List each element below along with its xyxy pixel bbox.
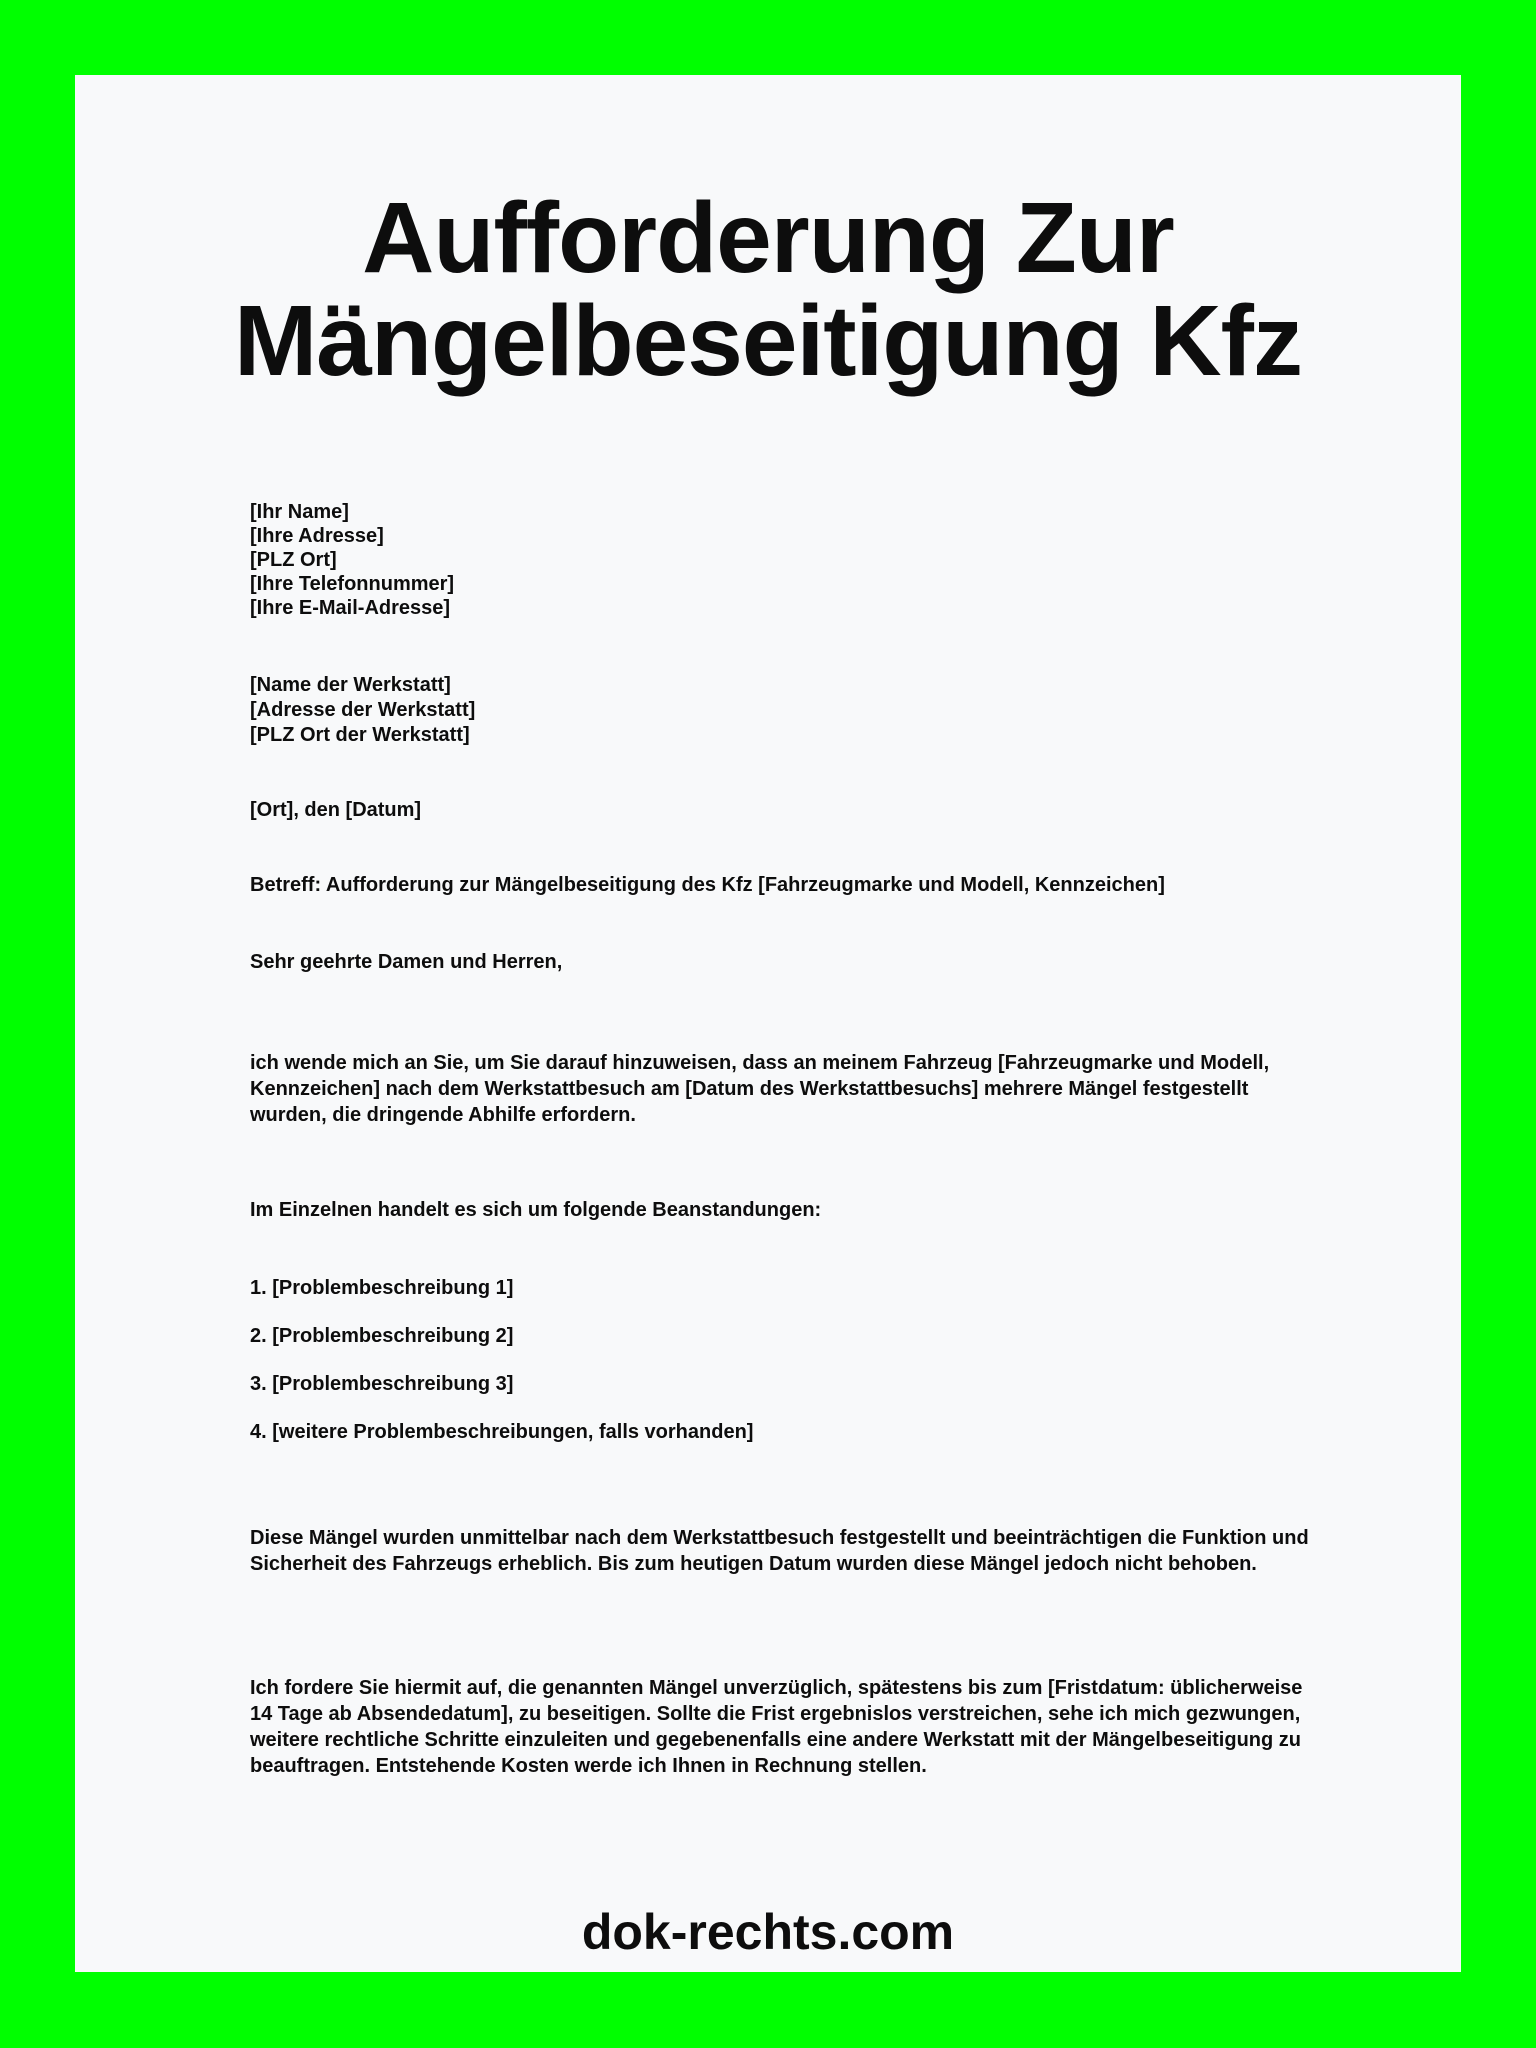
defects-note-paragraph: Diese Mängel wurden unmittelbar nach dem Werkstattbesuch festgestellt und beeinträchtigen die Funktion und Sicherheit des Fahrzeugs erheblich. Bis zum heutigen Datum wurden diese Mängel jedoch nicht behoben. (250, 1527, 1309, 1575)
sender-name: [Ihr Name] (250, 501, 349, 523)
place-date-line: [Ort], den [Datum] (250, 799, 422, 821)
title-line-1: Aufforderung Zur (362, 182, 1174, 294)
recipient-address-block (250, 673, 475, 748)
complaint-item-3: 3. [Problembeschreibung 3] (250, 1373, 514, 1395)
sender-phone: [Ihre Telefonnummer] (250, 573, 455, 595)
document-title (75, 182, 1461, 397)
salutation: Sehr geehrte Damen und Herren, (250, 951, 563, 973)
recipient-street: [Adresse der Werkstatt] (250, 699, 476, 721)
sender-city: [PLZ Ort] (250, 549, 337, 571)
complaint-item-4: 4. [weitere Problembeschreibungen, falls vorhanden] (250, 1421, 754, 1443)
complaints-intro: Im Einzelnen handelt es sich um folgende Beanstandungen: (250, 1199, 822, 1221)
recipient-name: [Name der Werkstatt] (250, 674, 451, 696)
sender-street: [Ihre Adresse] (250, 525, 384, 547)
demand-paragraph: Ich fordere Sie hiermit auf, die genannten Mängel unverzüglich, spätestens bis zum [Fristdatum: üblicherweise 14 Tage ab Absendedatum], zu beseitigen. Sollte die Frist ergebnislos verstreichen, sehe ich mich gezwungen, weitere rechtliche Schritte einzuleiten und gegebenenfalls eine andere Werkstatt mit der Mängelbeseitigung zu beauftragen. Entstehende Kosten werde ich Ihnen in Rechnung stellen. (250, 1677, 1303, 1777)
sender-email: [Ihre E-Mail-Adresse] (250, 597, 451, 619)
document-page (75, 75, 1461, 1972)
sender-address-block (250, 500, 454, 620)
recipient-city: [PLZ Ort der Werkstatt] (250, 724, 470, 746)
complaint-item-1: 1. [Problembeschreibung 1] (250, 1277, 514, 1299)
subject-line: Betreff: Aufforderung zur Mängelbeseitigung des Kfz [Fahrzeugmarke und Modell, Kennzeichen] (250, 874, 1165, 896)
complaint-item-2: 2. [Problembeschreibung 2] (250, 1325, 514, 1347)
intro-paragraph: ich wende mich an Sie, um Sie darauf hinzuweisen, dass an meinem Fahrzeug [Fahrzeugmarke und Modell, Kennzeichen] nach dem Werkstattbesuch am [Datum des Werkstattbesuchs] mehrere Mängel festgestellt wurden, die dringende Abhilfe erfordern. (250, 1052, 1270, 1126)
complaints-list (250, 1275, 1310, 1467)
title-line-2: Mängelbeseitigung Kfz (234, 285, 1302, 397)
footer-site-name: dok-rechts.com (581, 1904, 955, 1960)
